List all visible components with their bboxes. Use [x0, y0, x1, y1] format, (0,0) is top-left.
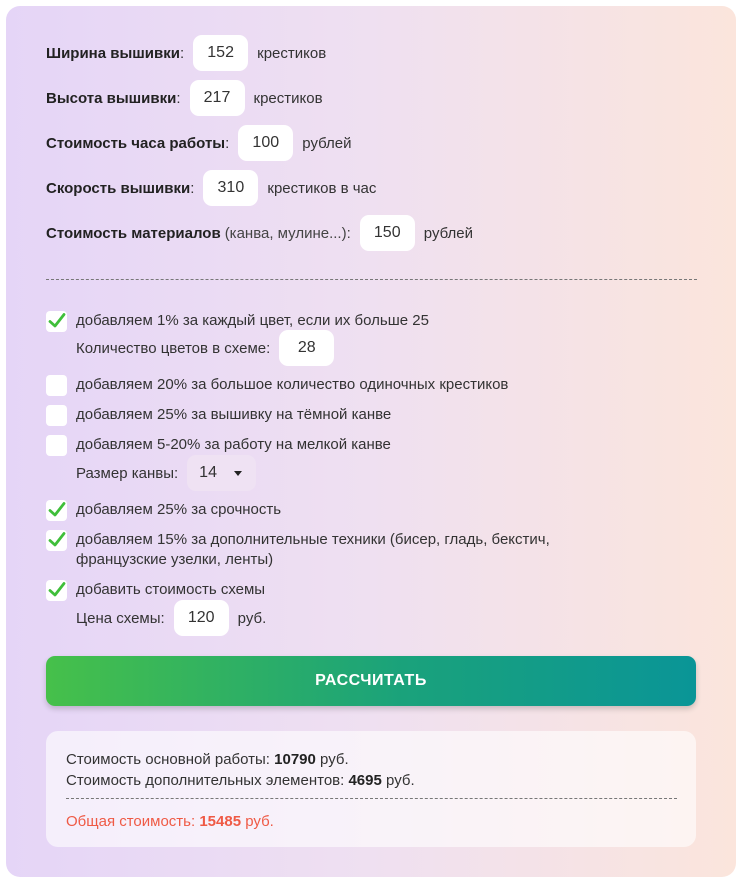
hour-cost-unit: рублей	[302, 134, 352, 152]
option-urgency-label: добавляем 25% за срочность	[76, 501, 282, 518]
option-small-canvas-label: добавляем 5-20% за работу на мелкой канве	[76, 436, 391, 453]
scheme-price-label: Цена схемы:	[76, 609, 165, 627]
option-techniques-label-line1: добавляем 15% за дополнительные техники (бисер, гладь, бекстич,	[76, 531, 550, 548]
result-total-label: Общая стоимость:	[66, 813, 196, 830]
height-unit: крестиков	[253, 89, 323, 107]
materials-label: Стоимость материалов	[46, 224, 221, 242]
speed-row: Скорость вышивки : 310 крестиков в час	[46, 170, 376, 206]
checkbox-small-canvas[interactable]	[46, 435, 67, 456]
chevron-down-icon	[234, 471, 242, 476]
width-label: Ширина вышивки	[46, 44, 180, 62]
result-base	[66, 751, 349, 768]
option-scheme-label: добавить стоимость схемы	[76, 581, 266, 598]
option-scheme[interactable]	[46, 580, 265, 601]
option-urgency[interactable]	[46, 500, 281, 521]
hour-cost-input[interactable]: 100	[238, 125, 293, 161]
colors-count-input[interactable]: 28	[279, 330, 334, 366]
result-base-label: Стоимость основной работы:	[66, 751, 270, 768]
section-divider	[46, 279, 697, 280]
checkbox-scheme[interactable]	[46, 580, 67, 601]
checkbox-dark-canvas[interactable]	[46, 405, 67, 426]
hour-cost-row: Стоимость часа работы : 100 рублей	[46, 125, 352, 161]
option-colors[interactable]	[46, 311, 429, 332]
canvas-size-select[interactable]	[187, 455, 256, 491]
checkbox-colors[interactable]	[46, 311, 67, 332]
speed-unit: крестиков в час	[267, 179, 377, 197]
checkbox-urgency[interactable]	[46, 500, 67, 521]
calculator-card	[6, 6, 736, 877]
check-icon	[48, 531, 66, 549]
materials-row	[46, 215, 473, 251]
option-techniques-label-line2: французские узелки, ленты)	[76, 551, 274, 568]
result-base-currency: руб.	[320, 751, 349, 768]
canvas-size-label: Размер канвы:	[76, 464, 179, 482]
option-dark-canvas[interactable]	[46, 405, 391, 426]
result-total-currency: руб.	[245, 813, 274, 830]
checkbox-single-crosses[interactable]	[46, 375, 67, 396]
option-dark-canvas-label: добавляем 25% за вышивку на тёмной канве	[76, 406, 392, 423]
option-small-canvas[interactable]	[46, 435, 391, 456]
speed-label: Скорость вышивки	[46, 179, 191, 197]
colors-count-row	[76, 330, 343, 366]
result-divider	[66, 798, 677, 799]
result-base-value: 10790	[274, 751, 316, 768]
option-single-crosses[interactable]	[46, 375, 508, 396]
checkbox-techniques[interactable]	[46, 530, 67, 551]
result-extra-value: 4695	[348, 772, 382, 789]
width-unit: крестиков	[257, 44, 327, 62]
result-total	[66, 813, 274, 830]
option-colors-label: добавляем 1% за каждый цвет, если их больше 25	[76, 312, 429, 329]
canvas-size-row	[76, 455, 256, 491]
option-techniques[interactable]	[46, 530, 550, 570]
option-techniques-label	[76, 530, 550, 570]
scheme-price-row	[76, 600, 266, 636]
height-label: Высота вышивки	[46, 89, 177, 107]
check-icon	[48, 581, 66, 599]
scheme-price-input[interactable]: 120	[174, 600, 229, 636]
height-row: Высота вышивки : 217 крестиков	[46, 80, 323, 116]
materials-input[interactable]: 150	[360, 215, 415, 251]
check-icon	[48, 501, 66, 519]
hour-cost-label: Стоимость часа работы	[46, 134, 226, 152]
scheme-price-unit: руб.	[237, 609, 267, 627]
result-panel	[46, 731, 696, 847]
width-input[interactable]: 152	[193, 35, 248, 71]
result-extra-label: Стоимость дополнительных элементов:	[66, 772, 345, 789]
calculate-button[interactable]: РАССЧИТАТЬ	[46, 656, 696, 706]
canvas-size-value: 14	[199, 464, 217, 481]
speed-input[interactable]: 310	[203, 170, 258, 206]
result-extra	[66, 772, 415, 789]
materials-hint: (канва, мулине...):	[224, 224, 351, 242]
colors-count-label: Количество цветов в схеме:	[76, 339, 271, 357]
height-input[interactable]: 217	[190, 80, 245, 116]
option-single-crosses-label: добавляем 20% за большое количество одиночных крестиков	[76, 376, 509, 393]
result-extra-currency: руб.	[386, 772, 415, 789]
check-icon	[48, 312, 66, 330]
width-row: Ширина вышивки : 152 крестиков	[46, 35, 326, 71]
result-total-value: 15485	[199, 813, 242, 830]
materials-unit: рублей	[423, 224, 473, 242]
